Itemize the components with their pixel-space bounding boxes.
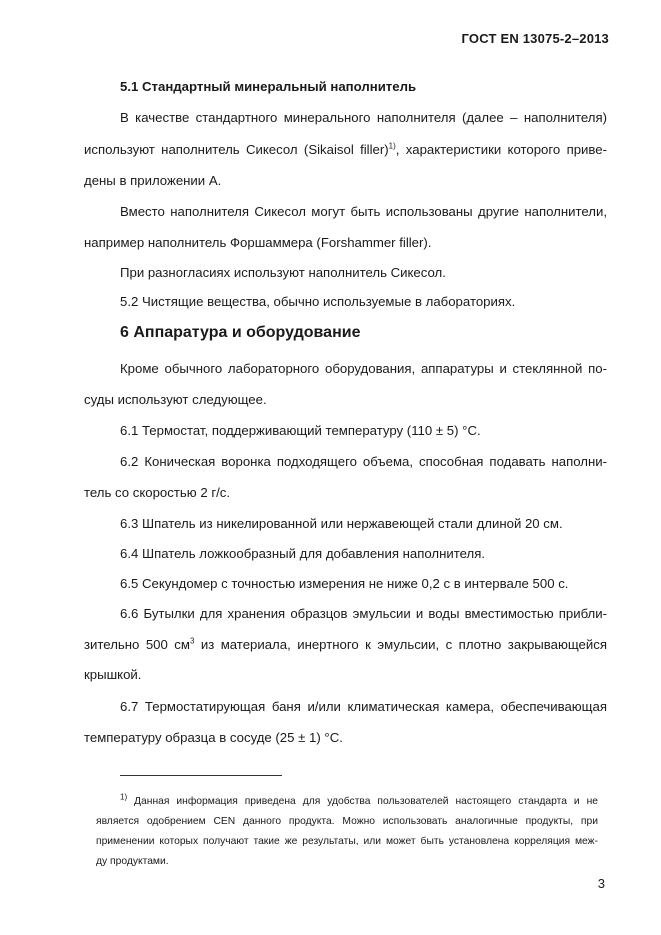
paragraph-line: крышкой. [84,667,142,682]
footnote-marker: 1) [120,792,128,802]
item-6-1: 6.1 Термостат, поддерживающий температуру (110 ± 5) °С. [120,423,481,438]
footnote-ref: 1) [388,141,396,151]
item-6-2: 6.2 Коническая воронка подходящего объема, способная подавать наполни- [120,454,607,469]
item-6-6: 6.6 Бутылки для хранения образцов эмульсии и воды вместимостью прибли- [120,606,607,621]
section-5-2: 5.2 Чистящие вещества, обычно используемые в лабораториях. [120,294,516,309]
paragraph-line: Вместо наполнителя Сикесол могут быть использованы другие наполнители, [120,204,607,219]
section-5-1-title: 5.1 Стандартный минеральный наполнитель [120,79,417,94]
document-header: ГОСТ EN 13075-2–2013 [461,31,609,46]
superscript: 3 [189,636,195,646]
item-6-5: 6.5 Секундомер с точностью измерения не ниже 0,2 с в интервале 500 с. [120,576,569,591]
footnote-line: является одобрением CEN данного продукта. Можно использовать аналогичные продукты, при [96,816,598,827]
section-6-heading: 6 Аппаратура и оборудование [120,324,361,341]
footnote-line [120,792,598,808]
paragraph-line: При разногласиях используют наполнитель Сикесол. [120,265,446,280]
paragraph-line [84,142,607,158]
item-6-3: 6.3 Шпатель из никелированной или нержавеющей стали длиной 20 см. [120,516,563,531]
text-span: из материала, инертного к эмульсии, с плотно закрывающейся [194,637,607,652]
text-span: зительно 500 см [84,637,190,652]
footnote-line: ду продуктами. [96,856,169,867]
paragraph-line [84,637,607,653]
paragraph-line: например наполнитель Форшаммера (Forshammer filler). [84,235,432,250]
footnote-separator [120,775,282,776]
paragraph-line: В качестве стандартного минерального наполнителя (далее – наполнителя) [120,110,607,125]
item-6-7: 6.7 Термостатирующая баня и/или климатическая камера, обеспечивающая [120,699,607,714]
text-span: используют наполнитель Сикесол (Sikaisol filler) [84,142,389,157]
footnote-line: применении которых получают такие же результаты, или может быть установлена корреляция меж- [96,836,598,847]
text-span: , характеристики которого приве- [395,142,607,157]
paragraph-line: Кроме обычного лабораторного оборудования, аппаратуры и стеклянной по- [120,361,607,376]
paragraph-line: суды используют следующее. [84,392,267,407]
paragraph-line: тель со скоростью 2 г/с. [84,485,231,500]
item-6-4: 6.4 Шпатель ложкообразный для добавления наполнителя. [120,546,486,561]
paragraph-line: температуру образца в сосуде (25 ± 1) °С. [84,730,343,745]
paragraph-line: дены в приложении А. [84,173,222,188]
page-number: 3 [597,876,605,891]
text-span: Данная информация приведена для удобства пользователей настоящего стандарта и не [127,796,598,807]
